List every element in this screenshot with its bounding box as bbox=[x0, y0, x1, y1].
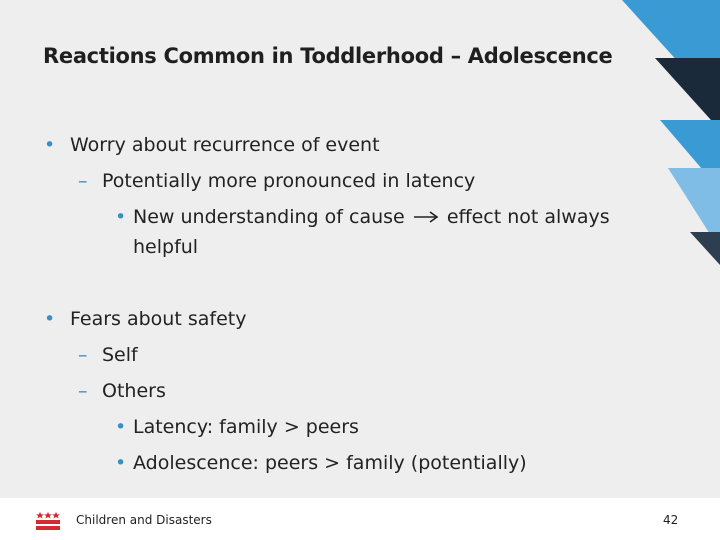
bullet-marker: • bbox=[44, 308, 56, 330]
bullet-item bbox=[44, 307, 246, 331]
bullet-text: New understanding of cause bbox=[133, 206, 405, 228]
footer-title: Children and Disasters bbox=[76, 513, 212, 527]
bullet-marker: – bbox=[78, 344, 88, 366]
page-number: 42 bbox=[663, 513, 679, 527]
bullet-text: effect not always bbox=[446, 206, 610, 228]
bullet-text: Others bbox=[102, 380, 166, 402]
bullet-text: Self bbox=[102, 344, 138, 366]
slide-title: Reactions Common in Toddlerhood – Adolescence bbox=[43, 44, 613, 68]
bullet-marker: – bbox=[78, 170, 88, 192]
bullet-text: Potentially more pronounced in latency bbox=[102, 170, 476, 192]
bullet-text: Fears about safety bbox=[70, 308, 247, 330]
bullet-marker: • bbox=[115, 416, 127, 438]
bullet-item bbox=[78, 169, 475, 193]
bullet-item bbox=[115, 415, 359, 439]
bullet-item bbox=[115, 451, 527, 475]
bullet-continuation: helpful bbox=[133, 236, 199, 258]
bullet-text: Adolescence: peers > family (potentially) bbox=[133, 452, 527, 474]
dc-flag-icon bbox=[36, 512, 60, 530]
bullet-marker: • bbox=[44, 134, 56, 156]
bullet-text: Latency: family > peers bbox=[133, 416, 359, 438]
bullet-item bbox=[78, 379, 166, 403]
bullet-item bbox=[44, 133, 380, 157]
bullet-item bbox=[115, 205, 610, 229]
bullet-marker: • bbox=[115, 452, 127, 474]
bullet-text: Worry about recurrence of event bbox=[70, 134, 380, 156]
right-arrow-icon bbox=[411, 210, 441, 224]
bullet-item bbox=[78, 343, 138, 367]
bullet-marker: – bbox=[78, 380, 88, 402]
bullet-marker: • bbox=[115, 206, 127, 228]
